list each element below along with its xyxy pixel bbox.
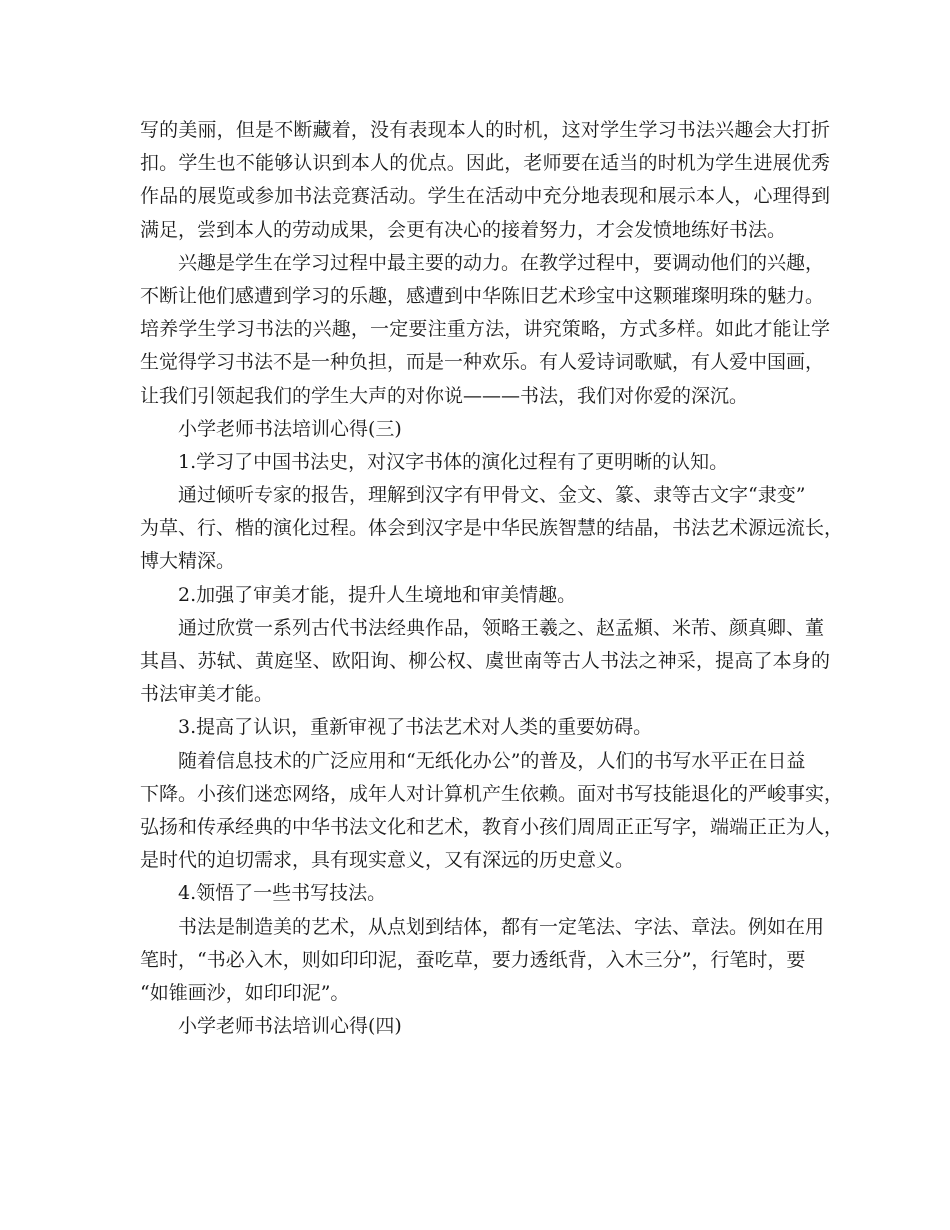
- text-line: 下降。小孩们迷恋网络，成年人对计算机产生依赖。面对书写技能退化的严峻事实，: [140, 782, 844, 805]
- paragraph-first-line: 通过欣赏一系列古代书法经典作品，领略王羲之、赵孟頫、米芾、颜真卿、董: [178, 616, 825, 639]
- text-line: 为草、行、楷的演化过程。体会到汉字是中华民族智慧的结晶，书法艺术源远流长，: [140, 517, 844, 540]
- paragraph-first-line: 1.学习了中国书法史，对汉字书体的演化过程有了更明晰的认知。: [178, 450, 729, 473]
- paragraph-first-line: 兴趣是学生在学习过程中最主要的动力。在教学过程中，要调动他们的兴趣，: [178, 251, 825, 274]
- text-line: 其昌、苏轼、黄庭坚、欧阳询、柳公权、虞世南等古人书法之神采，提高了本身的: [140, 650, 830, 672]
- text-line: 让我们引领起我们的学生大声的对你说———书法，我们对你爱的深沉。: [140, 384, 749, 407]
- paragraph-first-line: 通过倾听专家的报告，理解到汉字有甲骨文、金文、篆、隶等古文字“隶变”: [178, 484, 806, 507]
- paragraph-first-line: 随着信息技术的广泛应用和“无纸化办公”的普及，人们的书写水平正在日益: [178, 749, 806, 772]
- text-line: “如锥画沙，如印印泥”。: [140, 981, 350, 1004]
- text-line: 培养学生学习书法的兴趣，一定要注重方法，讲究策略，方式多样。如此才能让学: [140, 318, 830, 341]
- text-line: 博大精深。: [140, 550, 236, 573]
- paragraph-first-line: 小学老师书法培训心得(三): [178, 417, 402, 440]
- text-line: 是时代的迫切需求，具有现实意义，又有深远的历史意义。: [140, 849, 635, 872]
- paragraph-first-line: 小学老师书法培训心得(四): [178, 1015, 402, 1038]
- text-line: 书法审美才能。: [140, 683, 274, 706]
- document-body: [140, 114, 844, 1043]
- paragraph-first-line: 书法是制造美的艺术，从点划到结体，都有一定笔法、字法、章法。例如在用: [178, 915, 825, 938]
- text-line: 满足，尝到本人的劳动成果，会更有决心的接着努力，才会发愤地练好书法。: [140, 218, 787, 241]
- paragraph-first-line: 2.加强了审美才能，提升人生境地和审美情趣。: [178, 583, 577, 606]
- text-line: 扣。学生也不能够认识到本人的优点。因此，老师要在适当的时机为学生进展优秀: [140, 152, 830, 175]
- text-line: 写的美丽，但是不断藏着，没有表现本人的时机，这对学生学习书法兴趣会大打折: [140, 119, 830, 141]
- text-line: 不断让他们感遭到学习的乐趣，感遭到中华陈旧艺术珍宝中这颗璀璨明珠的魅力。: [140, 284, 825, 307]
- paragraph-first-line: 4.领悟了一些书写技法。: [178, 882, 387, 905]
- text-line: 笔时，“书必入木，则如印印泥，蚕吃草，要力透纸背，入木三分”，行笔时，要: [140, 948, 806, 971]
- text-line: 弘扬和传承经典的中华书法文化和艺术，教育小孩们周周正正写字，端端正正为人，: [140, 815, 844, 838]
- paragraph-first-line: 3.提高了认识，重新审视了书法艺术对人类的重要妨碍。: [178, 716, 653, 739]
- text-line: 作品的展览或参加书法竞赛活动。学生在活动中充分地表现和展示本人，心理得到: [140, 185, 830, 208]
- text-line: 生觉得学习书法不是一种负担，而是一种欢乐。有人爱诗词歌赋，有人爱中国画，: [140, 351, 825, 374]
